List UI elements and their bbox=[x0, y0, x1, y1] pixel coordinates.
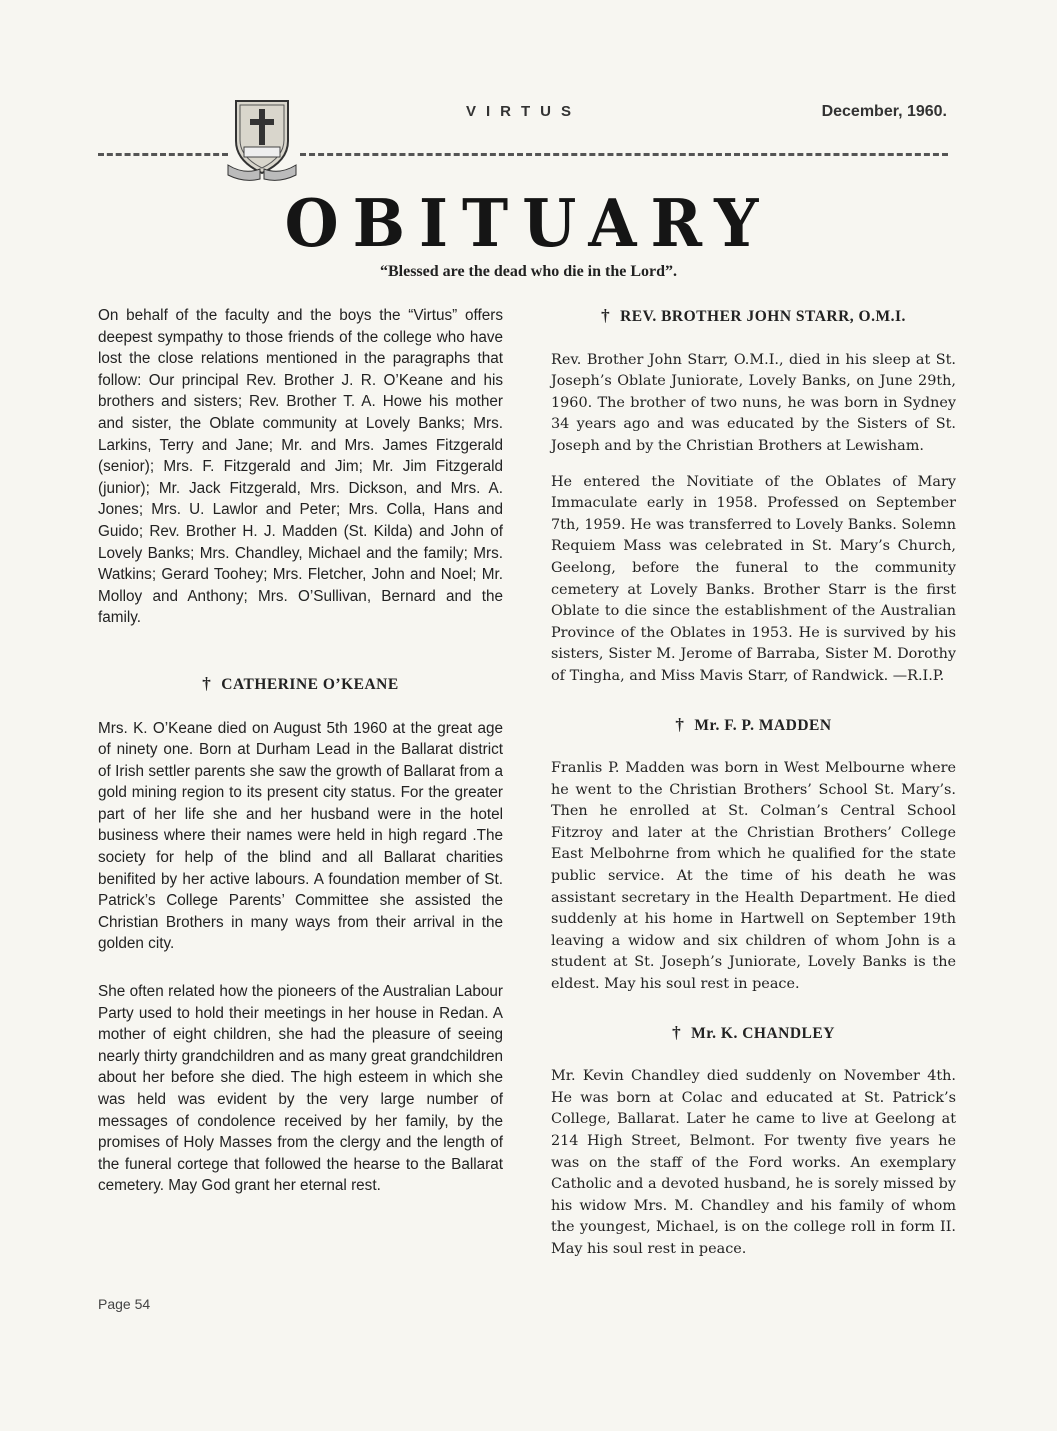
cross-icon: † bbox=[202, 673, 212, 693]
cross-icon: † bbox=[672, 1022, 682, 1042]
page-subtitle: “Blessed are the dead who die in the Lord”. bbox=[379, 263, 678, 280]
right-column bbox=[551, 305, 956, 1275]
cross-icon: † bbox=[675, 714, 685, 734]
okeane-paragraph-2: She often related how the pioneers of the Australian Labour Party used to hold their meetings in her house in Redan. A mother of eight children, she had the pleasure of seeing nearly thirty grandchildren and as many great grandchildren about her before she died. The high esteem in which she was held was evident by the very large number of messages of condolence received by her family, by the promises of Holy Masses from the clergy and the length of the funeral cortege that followed the hearse to the Ballarat cemetery. May God grant her eternal rest. bbox=[98, 983, 503, 1195]
page-header bbox=[0, 0, 1057, 200]
starr-paragraph-1: Rev. Brother John Starr, O.M.I., died in his sleep at St. Joseph’s Oblate Juniorate, Lovely Banks, on June 29th, 1960. The brother of two nuns, he was born in Sydney 34 years ago and was educated by the Sisters of St. Joseph and by the Christian Brothers at Lewisham. bbox=[551, 351, 956, 454]
chandley-paragraph: Mr. Kevin Chandley died suddenly on November 4th. He was born at Colac and educated at St. Patrick’s College, Ballarat. Later he came to live at Geelong at 214 High Street, Belmont. For twenty five years he was on the staff of the Ford works. An exemplary Catholic and a devoted husband, he is sorely missed by his widow Mrs. M. Chandley and his family of whom the youngest, Michael, is on the college roll in form II. May his soul rest in peace. bbox=[551, 1068, 956, 1257]
college-crest-icon bbox=[226, 95, 298, 181]
page-number: Page 54 bbox=[98, 1296, 151, 1312]
intro-paragraph: On behalf of the faculty and the boys the “Virtus” offers deepest sympathy to those friends of the college who have lost the close relations mentioned in the paragraphs that follow: Our principal Rev. Brother J. R. O’Keane and his brothers and sisters; Rev. Brother T. A. Howe his mother and sister, the Oblate community at Lovely Banks; Mrs. Larkins, Terry and Jane; Mr. and Mrs. James Fitzgerald (senior); Mrs. F. Fitzgerald and Jim; Mr. Jim Fitzgerald (junior); Mr. Jack Fitzgerald, Mrs. Dickson, and Mrs. A. Jones; Mrs. U. Lawlor and Peter; Mrs. Colla, Hans and Guido; Rev. Brother H. J. Madden (St. Kilda) and John of Lovely Banks; Mrs. Chandley, Michael and the family; Mrs. Watkins; Gerard Toohey; Mrs. Fletcher, John and Noel; Mr. Molloy and Anthony; Mrs. O’Sullivan, Bernard and the family. bbox=[98, 307, 503, 627]
issue-date: December, 1960. bbox=[821, 103, 947, 120]
cross-icon: † bbox=[601, 306, 611, 325]
heading-john-starr: † REV. BROTHER JOHN STARR, O.M.I. bbox=[601, 306, 906, 325]
heading-k-chandley: † Mr. K. CHANDLEY bbox=[672, 1022, 835, 1042]
heading-fp-madden: † Mr. F. P. MADDEN bbox=[675, 714, 832, 734]
heading-catherine-okeane: † CATHERINE O’KEANE bbox=[202, 673, 399, 693]
left-column bbox=[98, 305, 503, 1211]
starr-paragraph-2: He entered the Novitiate of the Oblates of Mary Immaculate early in 1958. Professed on September 7th, 1959. He was transferred to Lovely Banks. Solemn Requiem Mass was celebrated in St. Mary’s Church, Geelong, before the funeral to the community cemetery at Lovely Banks. Brother Starr is the first Oblate to die since the establishment of the Australian Province of the Oblates in 1953. He is survived by his sisters, Sister M. Jerome of Barraba, Sister M. Dorothy of Tingha, and Miss Mavis Starr, of Randwick. —R.I.P. bbox=[551, 473, 956, 684]
okeane-paragraph-1: Mrs. K. O’Keane died on August 5th 1960 at the great age of ninety one. Born at Durham Lead in the Ballarat district of Irish settler parents she saw the growth of Ballarat from a gold mining region to its present city status. For the greater part of her life she and her husband were in the hotel business where their names were held in high regard .The society for help of the blind and all Ballarat charities benifited by her active labours. A foundation member of St. Patrick’s College Parents’ Committee she assisted the Christian Brothers in many ways from their arrival in the golden city. bbox=[98, 719, 503, 953]
header-rule-right bbox=[300, 153, 948, 156]
page-title: OBITUARY bbox=[284, 185, 773, 262]
header-rule-left bbox=[98, 153, 228, 156]
madden-paragraph: Franlis P. Madden was born in West Melbourne where he went to the Christian Brothers’ School St. Mary’s. Then he enrolled at St. Colman’s Central School Fitzroy and later at the Christian Brothers’ College East Melbohrne from which he qualified for the state public service. At the time of his death he was assistant secretary in the Health Department. He died suddenly at his home in Hartwell on September 19th leaving a widow and six children of whom John is a student at St. Joseph’s Juniorate, Lovely Banks is the eldest. May his soul rest in peace. bbox=[551, 760, 956, 993]
magazine-masthead: VIRTUS bbox=[466, 103, 582, 120]
